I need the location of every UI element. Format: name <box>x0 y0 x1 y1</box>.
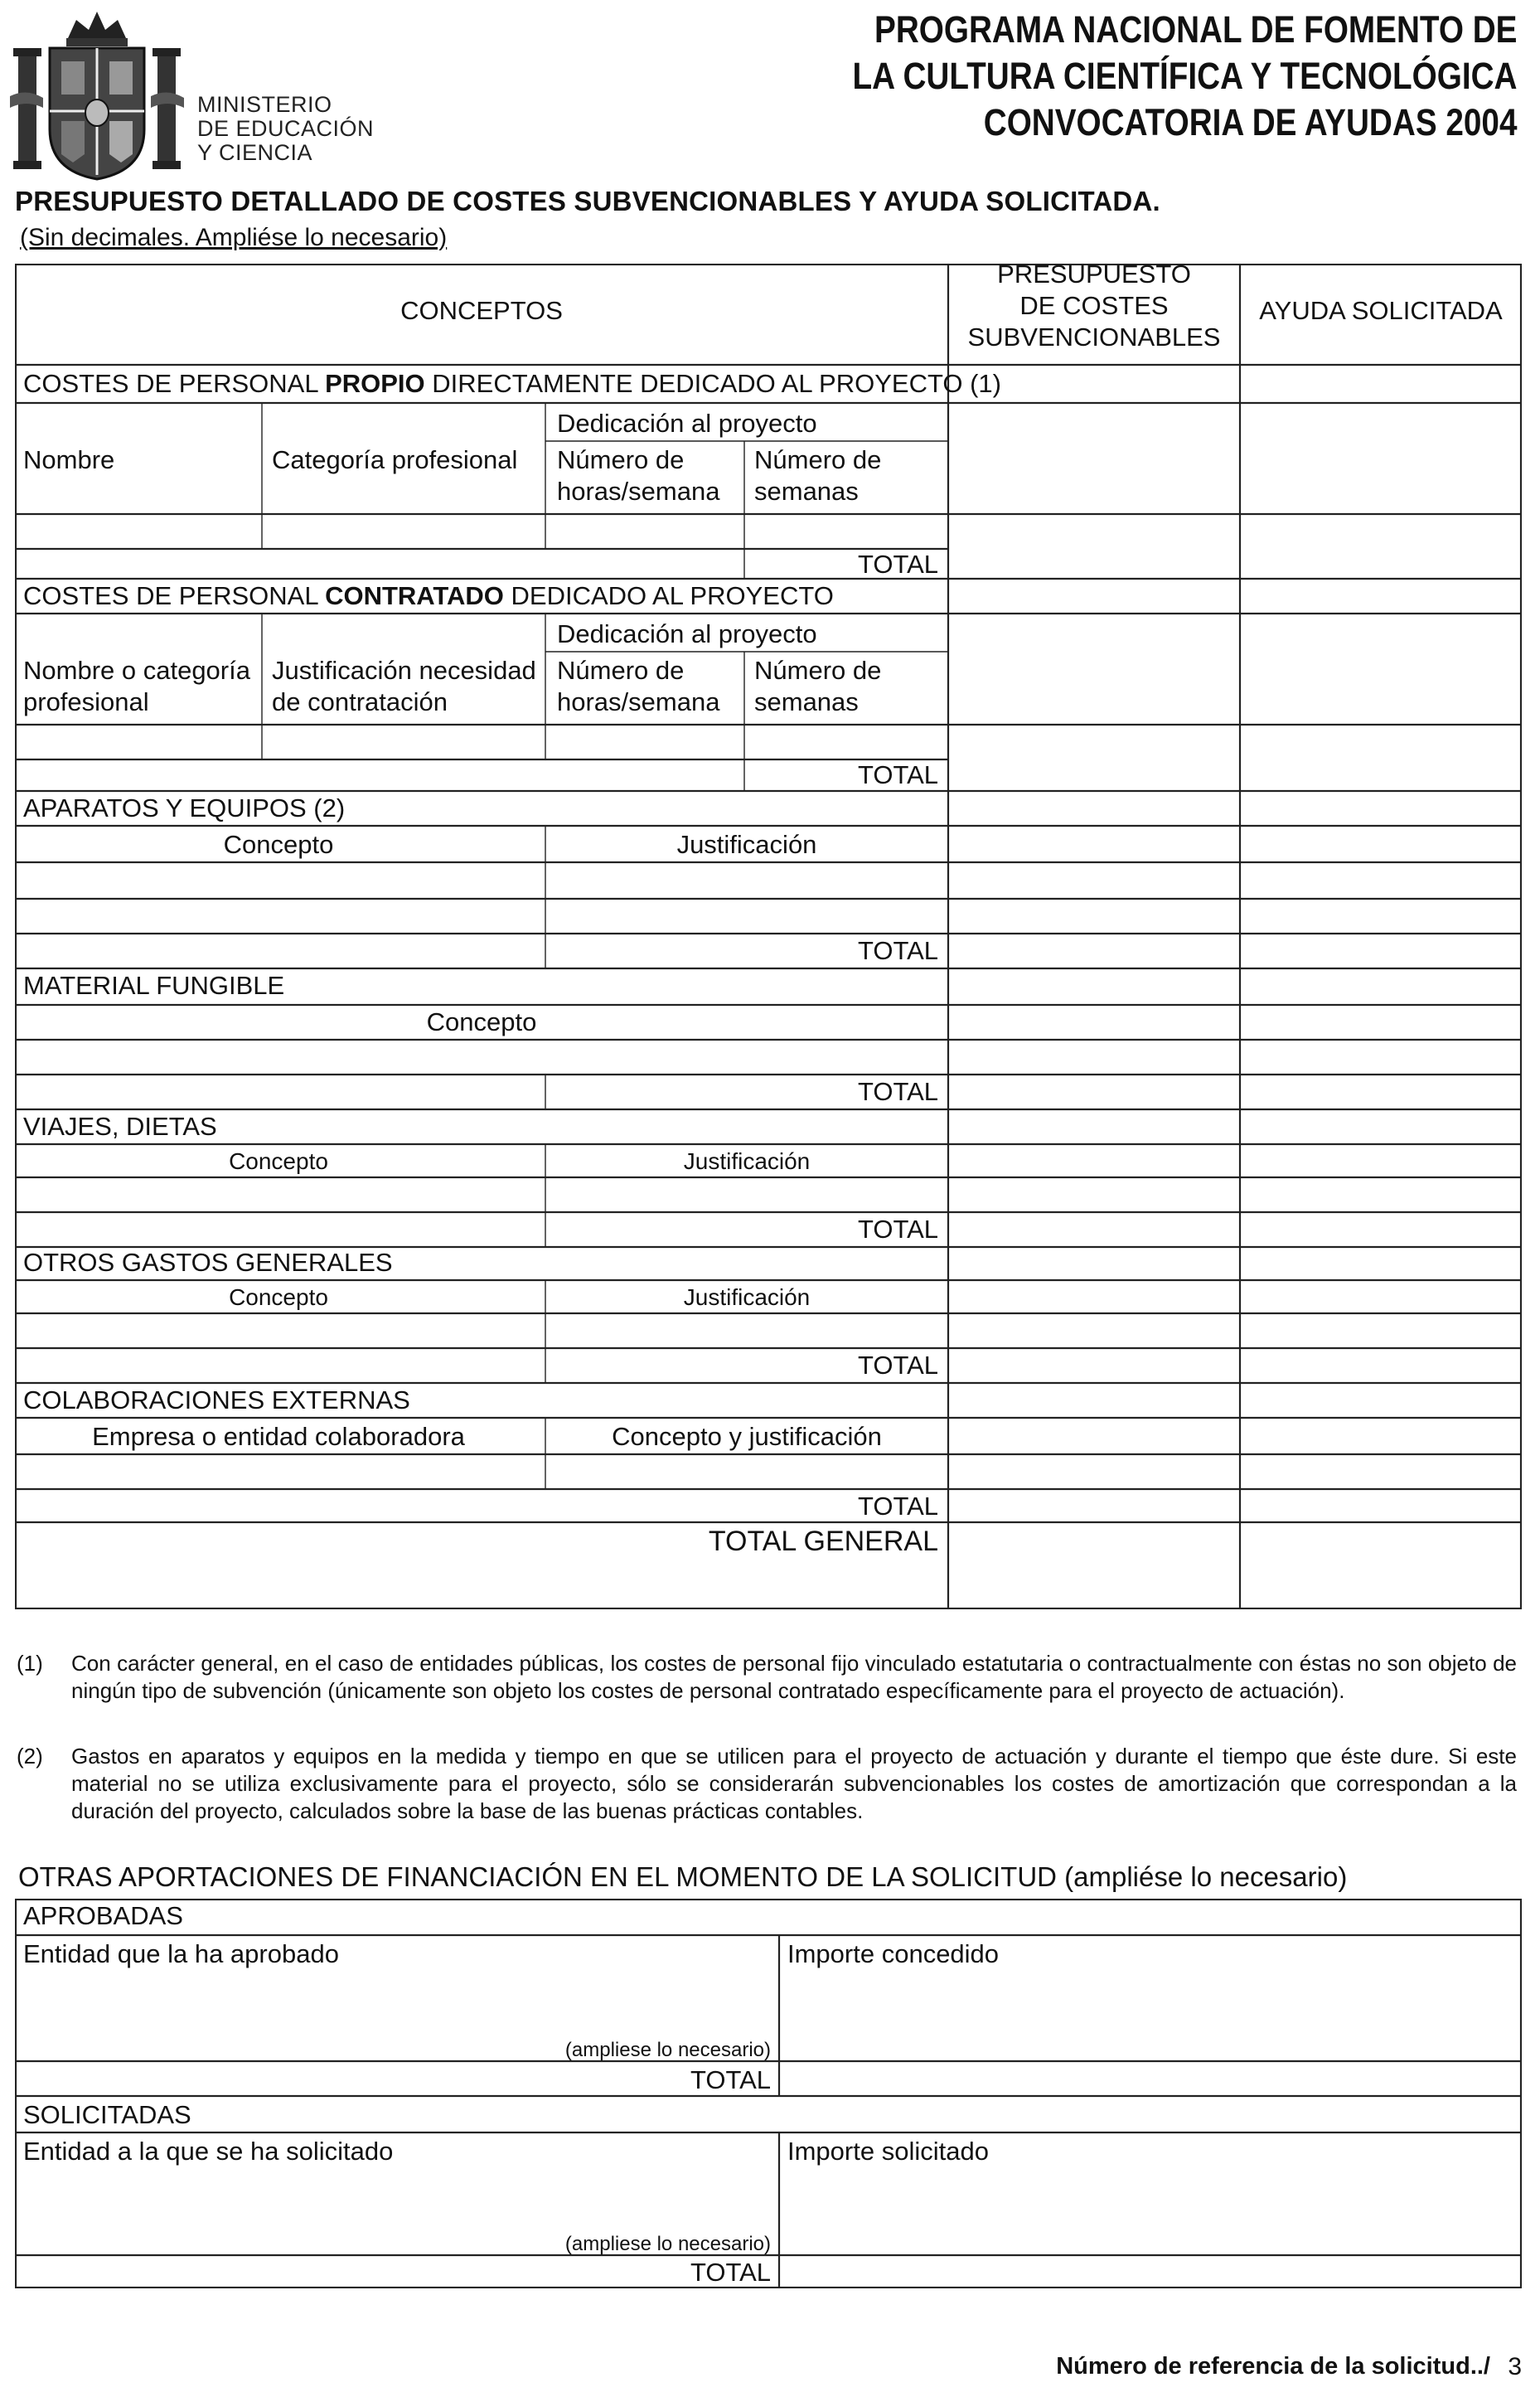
label-concepto-justificacion: Concepto y justificación <box>612 1422 882 1451</box>
coat-of-arms-icon <box>10 5 184 186</box>
label-justificacion-necesidad <box>272 655 536 718</box>
label-nombre: Nombre <box>23 445 115 474</box>
page-title: PRESUPUESTO DETALLADO DE COSTES SUBVENCIONABLES Y AYUDA SOLICITADA. <box>15 186 1160 216</box>
section-personal-propio <box>23 368 1001 400</box>
label-line: Número de <box>754 445 882 474</box>
label-line: horas/semana <box>557 687 720 716</box>
section-aprobadas: APROBADAS <box>23 1901 183 1930</box>
label-empresa: Empresa o entidad colaboradora <box>92 1422 465 1451</box>
total-label: TOTAL <box>690 2065 771 2094</box>
label-entidad-solicitado: Entidad a la que se ha solicitado <box>23 2137 394 2166</box>
total-label: TOTAL <box>857 1077 938 1106</box>
section-aparatos: APARATOS Y EQUIPOS (2) <box>23 793 346 822</box>
amplie-note: (ampliese lo necesario) <box>564 2039 771 2061</box>
label-concepto: Concepto <box>426 1007 537 1036</box>
label-justificacion: Justificación <box>676 830 817 859</box>
label-line: Número de <box>754 656 882 685</box>
dedicacion-label: Dedicación al proyecto <box>557 409 817 438</box>
footnote-text: Con carácter general, en el caso de entidades públicas, los costes de personal fijo vinculado estatutaria o contractualmente con éstas no son objeto de ningún tipo de subvención (únicamente son objeto los costes de personal contratado específicamente para el proyecto de actuación). <box>71 1651 1517 1703</box>
label-justificacion: Justificación <box>683 1148 811 1174</box>
label-importe-concedido: Importe concedido <box>787 1939 1000 1968</box>
reference-number-label: Número de referencia de la solicitud../ <box>1056 2353 1490 2380</box>
col-header-presupuesto <box>968 259 1221 353</box>
label-num-horas <box>557 655 719 718</box>
label-concepto: Concepto <box>229 1284 328 1310</box>
label-justificacion: Justificación <box>683 1284 811 1310</box>
label-entidad-aprobado: Entidad que la ha aprobado <box>23 1939 339 1968</box>
program-line: LA CULTURA CIENTÍFICA Y TECNOLÓGICA <box>852 55 1517 97</box>
section-title-part: COSTES DE PERSONAL <box>23 581 326 610</box>
total-label: TOTAL <box>857 936 938 965</box>
total-label: TOTAL <box>857 1492 938 1521</box>
other-funding-title: OTRAS APORTACIONES DE FINANCIACIÓN EN EL MOMENTO DE LA SOLICITUD (ampliése lo necesario) <box>18 1861 1348 1892</box>
total-label: TOTAL <box>857 760 938 789</box>
label-line: Justificación necesidad <box>272 656 536 685</box>
footnote-number: (1) <box>17 1651 43 1676</box>
total-label: TOTAL <box>857 550 938 579</box>
ministry-line: Y CIENCIA <box>197 140 313 165</box>
ministry-line: MINISTERIO <box>197 92 332 117</box>
section-title-part: DIRECTAMENTE DEDICADO AL PROYECTO (1) <box>424 369 1001 398</box>
label-categoria: Categoría profesional <box>272 445 518 474</box>
dedicacion-label: Dedicación al proyecto <box>557 619 817 648</box>
label-line: horas/semana <box>557 477 720 506</box>
ministry-name <box>197 93 374 165</box>
col-header-line: SUBVENCIONABLES <box>967 323 1221 352</box>
label-concepto: Concepto <box>229 1148 328 1174</box>
section-personal-contratado <box>23 580 834 612</box>
footnote <box>17 1743 1517 1825</box>
section-otros-gastos: OTROS GASTOS GENERALES <box>23 1248 393 1277</box>
label-importe-solicitado: Importe solicitado <box>787 2137 989 2166</box>
section-title-part: DEDICADO AL PROYECTO <box>503 581 834 610</box>
label-num-semanas <box>754 444 881 507</box>
section-title-part: COSTES DE PERSONAL <box>23 369 326 398</box>
label-line: de contratación <box>272 687 448 716</box>
budget-table <box>15 260 1522 1609</box>
label-concepto: Concepto <box>223 830 334 859</box>
total-label: TOTAL <box>690 2258 771 2287</box>
section-viajes: VIAJES, DIETAS <box>23 1112 217 1141</box>
ministry-line: DE EDUCACIÓN <box>197 116 375 141</box>
footnote-text: Gastos en aparatos y equipos en la medida y tiempo en que se utilicen para el proyecto de actuación y durante el tiempo que éste dure. Si este material no se utiliza exclusivamente para el proyecto, sólo se considerarán subvencionables los costes de amortización que correspondan a la duración del proyecto, calculados sobre la base de las buenas prácticas contables. <box>71 1744 1517 1823</box>
col-header-conceptos: CONCEPTOS <box>400 296 563 325</box>
label-line: Número de <box>557 656 685 685</box>
col-header-line: DE COSTES <box>1019 291 1169 320</box>
footnote-number: (2) <box>17 1744 43 1769</box>
section-material-fungible: MATERIAL FUNGIBLE <box>23 971 285 1000</box>
program-line: CONVOCATORIA DE AYUDAS 2004 <box>983 101 1517 143</box>
program-line: PROGRAMA NACIONAL DE FOMENTO DE <box>874 8 1517 51</box>
label-line: Nombre o categoría <box>23 656 250 685</box>
label-nombre-categoria <box>23 655 250 718</box>
program-title <box>852 7 1517 146</box>
section-title-bold: CONTRATADO <box>325 581 504 610</box>
page-subtitle: (Sin decimales. Ampliése lo necesario) <box>20 224 448 251</box>
section-solicitadas: SOLICITADAS <box>23 2100 191 2129</box>
col-header-ayuda: AYUDA SOLICITADA <box>1259 296 1503 325</box>
total-label: TOTAL <box>857 1215 938 1244</box>
page-number: 3 <box>1508 2353 1522 2380</box>
label-line: semanas <box>754 687 859 716</box>
col-header-line: PRESUPUESTO <box>997 260 1191 289</box>
other-funding-table <box>15 1899 1522 2288</box>
label-line: profesional <box>23 687 149 716</box>
total-general-label: TOTAL GENERAL <box>708 1526 938 1557</box>
label-line: Número de <box>557 445 685 474</box>
section-colaboraciones: COLABORACIONES EXTERNAS <box>23 1385 410 1414</box>
amplie-note: (ampliese lo necesario) <box>564 2233 771 2255</box>
label-line: semanas <box>754 477 859 506</box>
section-title-bold: PROPIO <box>325 369 425 398</box>
label-num-horas <box>557 444 719 507</box>
label-num-semanas <box>754 655 881 718</box>
total-label: TOTAL <box>857 1351 938 1380</box>
footnote <box>17 1650 1517 1705</box>
